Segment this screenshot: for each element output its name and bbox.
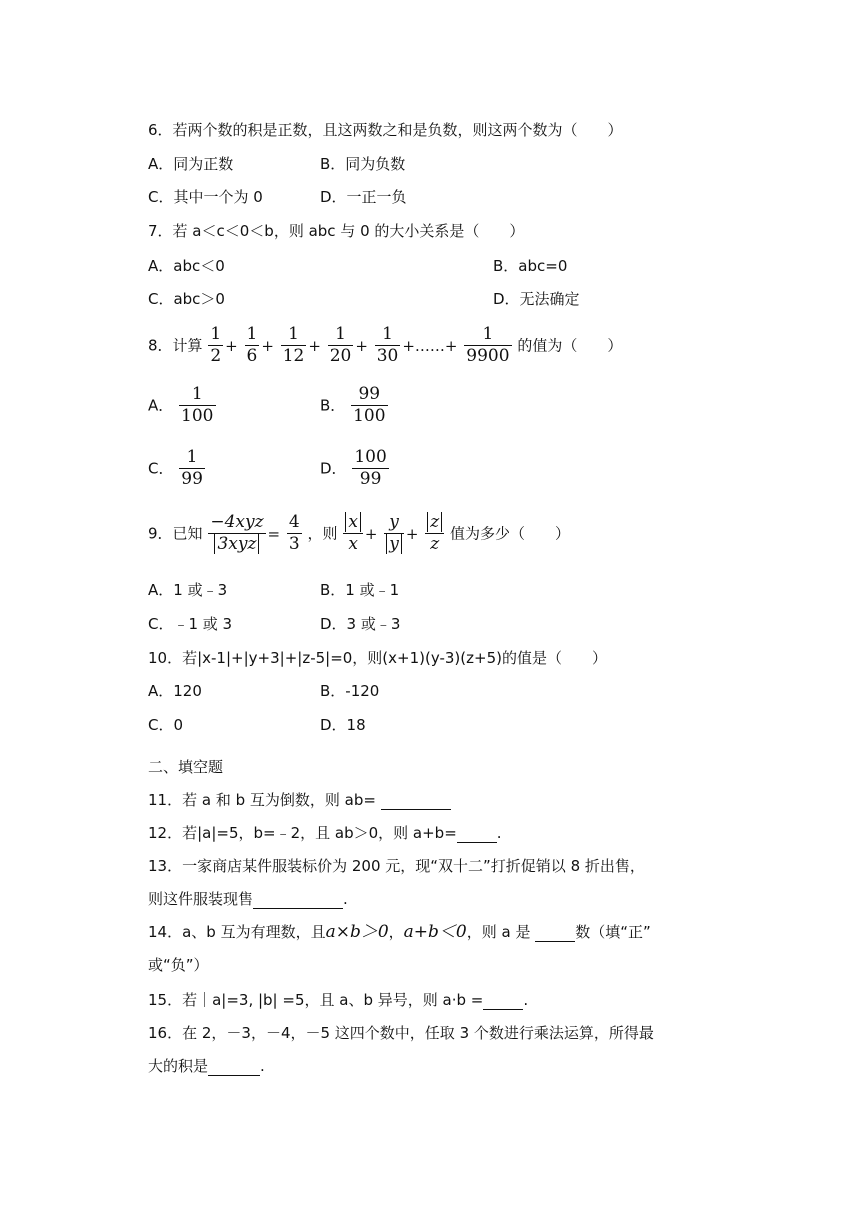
- q8-option-c: C． $\frac{1}{99}$: [148, 447, 203, 489]
- q14-answer-blank[interactable]: [535, 925, 575, 942]
- q12-answer-blank[interactable]: [457, 826, 497, 843]
- q8-term-1: $\frac{1}{2}$: [210, 324, 222, 366]
- q8-term-5: $\frac{1}{30}$: [376, 324, 399, 366]
- q12: 12．若|a|=5，b=﹣2，且 ab＞0，则 a+b= .: [148, 824, 502, 842]
- q7-option-d: D．无法确定: [493, 290, 580, 308]
- q9-option-c: C．﹣1 或 3: [148, 615, 233, 633]
- q7-option-c: C．abc＞0: [148, 290, 225, 308]
- q10-stem: 10．若|x-1|+|y+3|+|z-5|=0，则(x+1)(y-3)(z+5)的值是（ ）: [148, 649, 607, 667]
- q6-stem: 6．若两个数的积是正数，且这两数之和是负数，则这两个数为（ ）: [148, 121, 623, 139]
- q8-ellipsis: +……+: [402, 336, 458, 355]
- q16-line-2: 大的积是 .: [148, 1057, 265, 1075]
- q10-option-d: D．18: [320, 716, 366, 734]
- q14-expr-2: a+b＜0: [403, 922, 467, 942]
- q7-option-b: B．abc=0: [493, 257, 568, 275]
- q9-option-d: D．3 或﹣3: [320, 615, 401, 633]
- q8-suffix: 的值为（ ）: [517, 336, 623, 355]
- section-heading: 二、填空题: [148, 758, 224, 776]
- q14-line-1: 14．a、b 互为有理数，且a×b＞0，a+b＜0，则 a 是 数（填“正”: [148, 922, 651, 942]
- q8-term-2: $\frac{1}{6}$: [246, 324, 258, 366]
- q9-stem: 9．已知 $\frac{\text{−4xyz}}{\text{3xyz}}$ = $\frac{4}{3}$ ，则 $\frac{x}{x}$ + $\frac{y}{y}$ + $\frac{z}{z}$ 值为多少（ ）: [148, 512, 570, 554]
- q13-line-1: 13．一家商店某件服装标价为 200 元，现“双十二”打折促销以 8 折出售，: [148, 857, 645, 875]
- q9-rhs-fraction: $\frac{4}{3}$: [288, 512, 300, 554]
- q8-option-d: D． $\frac{100}{99}$: [320, 447, 387, 489]
- q10-option-b: B．-120: [320, 682, 380, 700]
- q8-prefix: 8．计算: [148, 336, 203, 355]
- q6-option-b: B．同为负数: [320, 155, 406, 173]
- q9-term-z: $\frac{z}{z}$: [425, 512, 444, 555]
- q14-expr-1: a×b＞0: [325, 922, 389, 942]
- q9-option-a: A．1 或﹣3: [148, 581, 228, 599]
- q8-option-a: A． $\frac{1}{100}$: [148, 384, 214, 426]
- q16-line-1: 16．在 2，－3，－4，－5 这四个数中，任取 3 个数进行乘法运算，所得最: [148, 1024, 654, 1042]
- q8-option-b: B． $\frac{99}{100}$: [320, 384, 386, 426]
- q9-term-x: $\frac{x}{x}$: [343, 512, 363, 555]
- q7-stem: 7．若 a＜c＜0＜b，则 abc 与 0 的大小关系是（ ）: [148, 222, 525, 240]
- q6-option-a: A．同为正数: [148, 155, 234, 173]
- q6-option-d: D．一正一负: [320, 188, 407, 206]
- q14-line-2: 或“负”）: [148, 956, 209, 974]
- q7-option-a: A．abc＜0: [148, 257, 225, 275]
- q10-option-c: C．0: [148, 716, 184, 734]
- q15: 15．若｜a|=3, |b| =5，且 a、b 异号，则 a·b = .: [148, 991, 529, 1009]
- q6-option-c: C．其中一个为 0: [148, 188, 263, 206]
- q13-answer-blank[interactable]: [253, 892, 343, 909]
- q16-answer-blank[interactable]: [208, 1059, 260, 1076]
- q8-term-4: $\frac{1}{20}$: [329, 324, 352, 366]
- q8-term-3: $\frac{1}{12}$: [282, 324, 305, 366]
- q13-line-2: 则这件服装现售 .: [148, 890, 348, 908]
- q11: 11．若 a 和 b 互为倒数，则 ab=: [148, 790, 451, 810]
- q8-term-last: $\frac{1}{9900}$: [466, 324, 510, 366]
- q11-answer-blank[interactable]: [381, 793, 451, 810]
- q9-option-b: B．1 或﹣1: [320, 581, 400, 599]
- q10-option-a: A．120: [148, 682, 202, 700]
- q15-answer-blank[interactable]: [483, 993, 523, 1010]
- q8-stem: 8．计算 $\frac{1}{2}$ + $\frac{1}{6}$ + $\frac{1}{12}$ + $\frac{1}{20}$ + $\frac{1}{30}$ +……+ $\frac{1}{9900}$ 的值为（ ）: [148, 324, 623, 366]
- q9-lhs-fraction: $\frac{\text{−4xyz}}{\text{3xyz}}$: [210, 512, 264, 554]
- q9-term-y: $\frac{y}{y}$: [384, 512, 404, 555]
